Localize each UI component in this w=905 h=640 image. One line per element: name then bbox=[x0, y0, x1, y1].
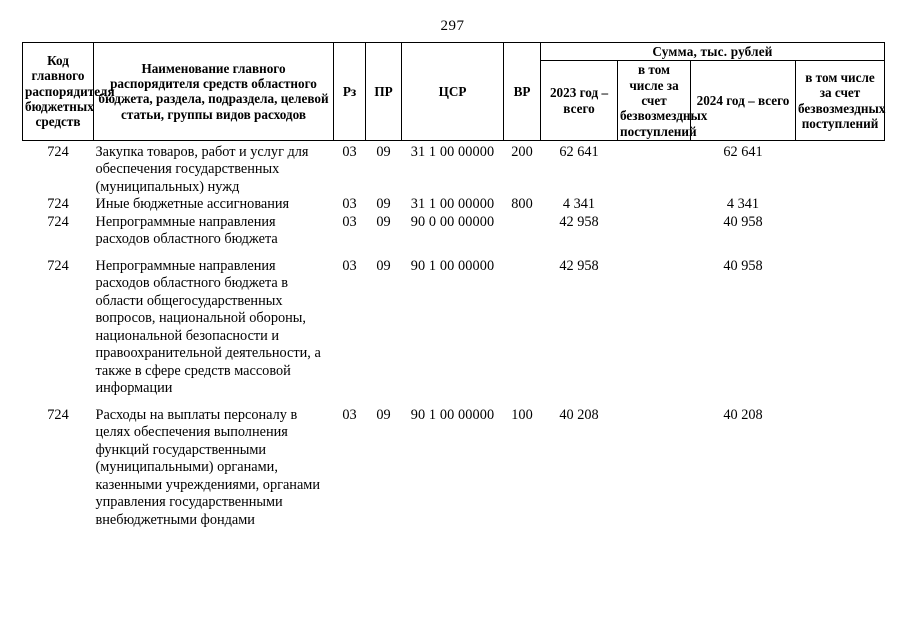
cell-name: Закупка товаров, работ и услуг для обеспечения государственных (муниципальных) нужд bbox=[95, 143, 309, 195]
cell-total-2023: 42 958 bbox=[559, 257, 599, 274]
cell-total-2023: 42 958 bbox=[559, 213, 599, 230]
cell-csr: 90 1 00 00000 bbox=[410, 257, 495, 274]
header-col-name: Наименование главного распорядителя средств областного бюджета, раздела, подраздела, целевой статьи, группы видов расходов bbox=[94, 43, 334, 141]
header-col-2024-gratuitous: в том числе за счет безвозмездных поступлений bbox=[796, 61, 885, 141]
header-col-vr: ВР bbox=[504, 43, 541, 141]
cell-rz: 03 bbox=[342, 213, 357, 230]
cell-csr: 90 1 00 00000 bbox=[410, 406, 495, 423]
cell-rz: 03 bbox=[342, 406, 357, 423]
cell-vr: 800 bbox=[511, 196, 533, 213]
table-row bbox=[23, 407, 885, 530]
cell-gratuitous-2024 bbox=[796, 214, 885, 249]
cell-rz: 03 bbox=[342, 143, 357, 160]
cell-name: Иные бюджетные ассигнования bbox=[95, 196, 290, 213]
row-spacer bbox=[23, 249, 885, 258]
cell-pr: 09 bbox=[376, 213, 391, 230]
cell-gratuitous-2023 bbox=[618, 140, 691, 196]
cell-gratuitous-2023 bbox=[618, 196, 691, 214]
row-spacer-cell bbox=[23, 398, 885, 407]
cell-gratuitous-2024 bbox=[796, 140, 885, 196]
header-col-2024-total: 2024 год – всего bbox=[691, 61, 796, 141]
cell-total-2023: 4 341 bbox=[562, 196, 596, 213]
cell-code: 724 bbox=[47, 196, 69, 213]
table-row bbox=[23, 214, 885, 249]
row-spacer-cell bbox=[23, 249, 885, 258]
table-row bbox=[23, 196, 885, 214]
header-row-top bbox=[23, 43, 885, 61]
cell-gratuitous-2023 bbox=[618, 407, 691, 530]
header-col-csr: ЦСР bbox=[402, 43, 504, 141]
cell-total-2024: 40 208 bbox=[723, 406, 763, 423]
table-row bbox=[23, 258, 885, 398]
header-col-2023-total: 2023 год – всего bbox=[541, 61, 618, 141]
budget-appropriations-table bbox=[22, 42, 884, 529]
cell-vr: 100 bbox=[511, 406, 533, 423]
cell-code: 724 bbox=[47, 257, 69, 274]
cell-name: Непрограммные направления расходов областного бюджета bbox=[95, 213, 278, 248]
table-row bbox=[23, 140, 885, 196]
cell-total-2023: 40 208 bbox=[559, 406, 599, 423]
cell-gratuitous-2024 bbox=[796, 407, 885, 530]
cell-total-2024: 40 958 bbox=[723, 257, 763, 274]
cell-csr: 31 1 00 00000 bbox=[410, 143, 495, 160]
cell-rz: 03 bbox=[342, 196, 357, 213]
header-col-code: Код главного распорядителя бюджетных средств bbox=[23, 43, 94, 141]
header-col-pr: ПР bbox=[366, 43, 402, 141]
cell-total-2024: 40 958 bbox=[723, 213, 763, 230]
cell-rz: 03 bbox=[342, 257, 357, 274]
cell-code: 724 bbox=[47, 406, 69, 423]
cell-vr bbox=[504, 258, 541, 398]
page-number: 297 bbox=[440, 18, 465, 34]
cell-total-2024: 4 341 bbox=[726, 196, 760, 213]
cell-name: Непрограммные направления расходов областного бюджета в области общегосударственных вопросов, национальной обороны, национальной безопасности и правоохранительной деятельности, а также в сфере средств массовой информации bbox=[95, 257, 321, 397]
cell-gratuitous-2023 bbox=[618, 258, 691, 398]
cell-vr: 200 bbox=[511, 143, 533, 160]
cell-total-2023: 62 641 bbox=[559, 143, 599, 160]
table-body bbox=[23, 140, 885, 529]
cell-gratuitous-2024 bbox=[796, 196, 885, 214]
cell-pr: 09 bbox=[376, 196, 391, 213]
cell-code: 724 bbox=[47, 143, 69, 160]
header-group-sum: Сумма, тыс. рублей bbox=[541, 43, 885, 61]
cell-total-2024: 62 641 bbox=[723, 143, 763, 160]
cell-csr: 31 1 00 00000 bbox=[410, 196, 495, 213]
cell-csr: 90 0 00 00000 bbox=[410, 213, 495, 230]
cell-code: 724 bbox=[47, 213, 69, 230]
cell-name: Расходы на выплаты персоналу в целях обеспечения выполнения функций государственными (муниципальными) органами, казенными учреждениями, органами управления государственными внебюджетными фондами bbox=[95, 406, 321, 528]
cell-pr: 09 bbox=[376, 143, 391, 160]
cell-gratuitous-2023 bbox=[618, 214, 691, 249]
header-col-rz: Рз bbox=[334, 43, 366, 141]
cell-pr: 09 bbox=[376, 406, 391, 423]
cell-pr: 09 bbox=[376, 257, 391, 274]
table bbox=[22, 42, 885, 529]
cell-vr bbox=[504, 214, 541, 249]
header-col-2023-gratuitous: в том числе за счет безвозмездных поступлений bbox=[618, 61, 691, 141]
row-spacer bbox=[23, 398, 885, 407]
cell-gratuitous-2024 bbox=[796, 258, 885, 398]
table-header bbox=[23, 43, 885, 141]
